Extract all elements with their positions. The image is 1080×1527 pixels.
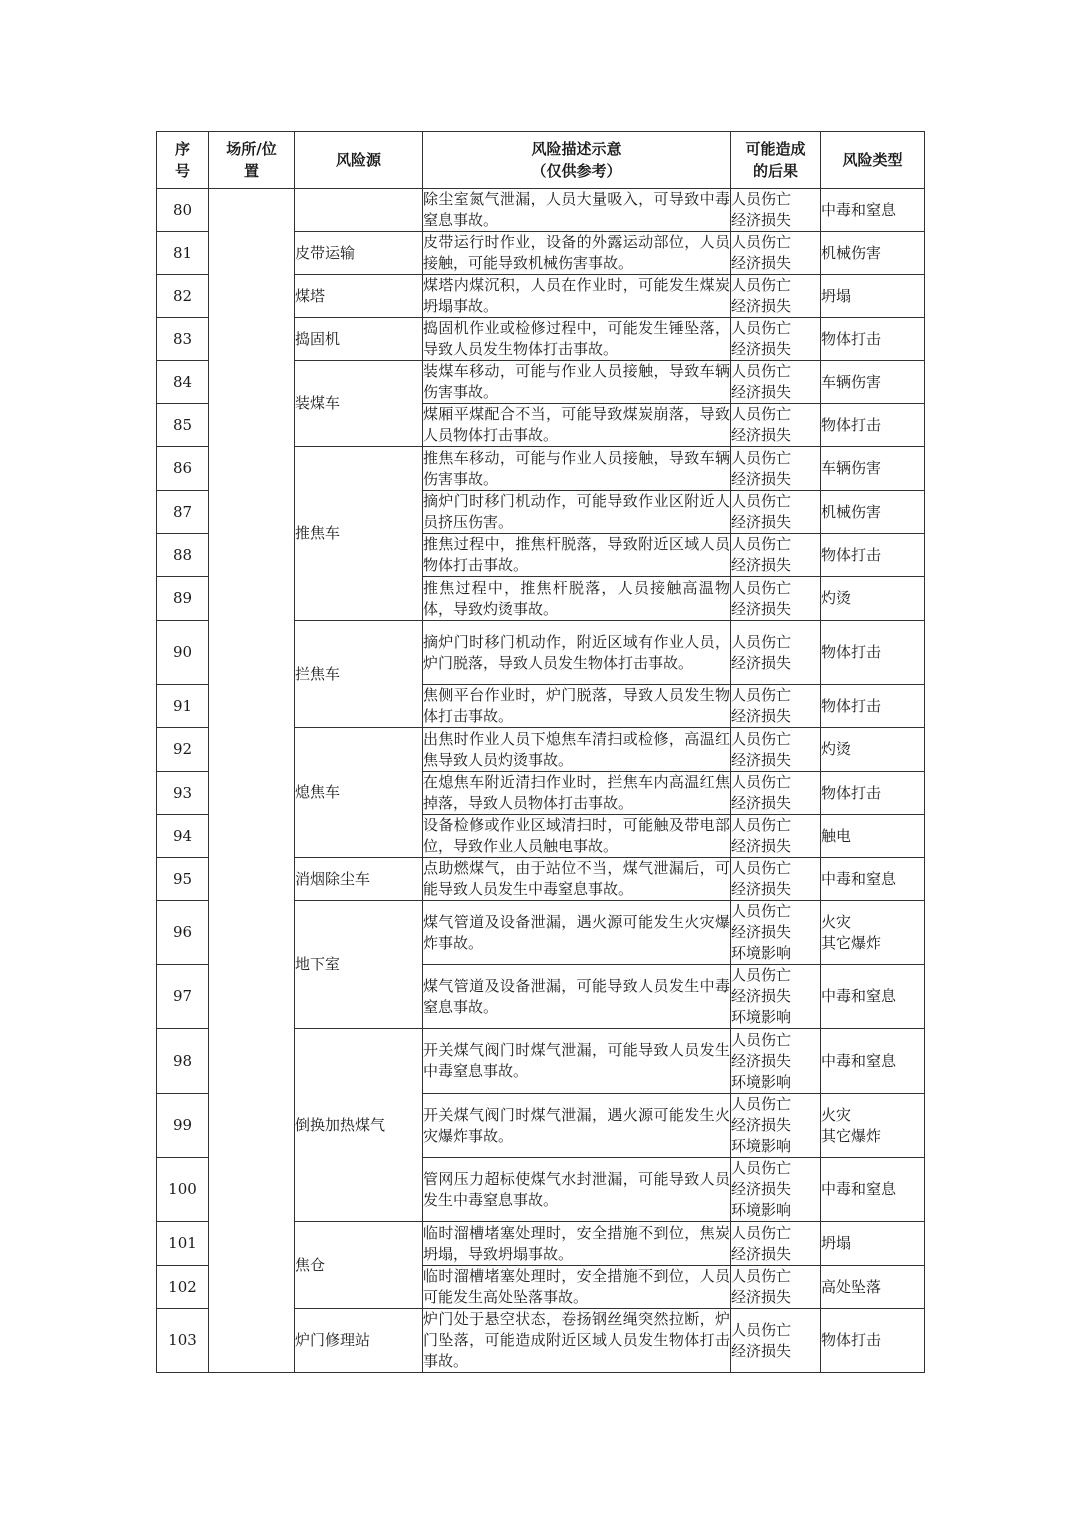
row-number: 92	[157, 728, 209, 772]
risk-description: 煤塔内煤沉积，人员在作业时，可能发生煤炭坍塌事故。	[423, 275, 731, 318]
row-number: 98	[157, 1029, 209, 1094]
consequence: 人员伤亡 经济损失	[731, 621, 821, 685]
risk-description: 开关煤气阀门时煤气泄漏，遇火源可能发生火灾爆炸事故。	[423, 1094, 731, 1158]
row-number: 83	[157, 318, 209, 361]
row-number: 93	[157, 772, 209, 815]
risk-description: 炉门处于悬空状态，卷扬钢丝绳突然拉断，炉门坠落，可能造成附近区域人员发生物体打击事故。	[423, 1309, 731, 1373]
consequence: 人员伤亡 经济损失 环境影响	[731, 1094, 821, 1158]
row-number: 88	[157, 534, 209, 577]
risk-type: 物体打击	[821, 534, 925, 577]
row-number: 102	[157, 1266, 209, 1309]
risk-description: 出焦时作业人员下熄焦车清扫或检修，高温红焦导致人员灼烫事故。	[423, 728, 731, 772]
risk-type: 中毒和窒息	[821, 1158, 925, 1222]
risk-description: 推焦车移动，可能与作业人员接触，导致车辆伤害事故。	[423, 447, 731, 491]
risk-description: 点助燃煤气，由于站位不当，煤气泄漏后，可能导致人员发生中毒窒息事故。	[423, 858, 731, 901]
row-number: 95	[157, 858, 209, 901]
consequence: 人员伤亡 经济损失	[731, 447, 821, 491]
risk-source: 拦焦车	[295, 621, 423, 728]
risk-type: 中毒和窒息	[821, 965, 925, 1029]
risk-type: 车辆伤害	[821, 447, 925, 491]
risk-description: 设备检修或作业区域清扫时，可能触及带电部位，导致作业人员触电事故。	[423, 815, 731, 858]
consequence: 人员伤亡 经济损失	[731, 404, 821, 447]
risk-source: 皮带运输	[295, 232, 423, 275]
row-number: 81	[157, 232, 209, 275]
consequence: 人员伤亡 经济损失	[731, 1222, 821, 1266]
row-number: 89	[157, 577, 209, 621]
row-number: 97	[157, 965, 209, 1029]
consequence: 人员伤亡 经济损失	[731, 728, 821, 772]
risk-type: 物体打击	[821, 318, 925, 361]
risk-source	[295, 189, 423, 232]
consequence: 人员伤亡 经济损失 环境影响	[731, 901, 821, 965]
risk-type: 中毒和窒息	[821, 189, 925, 232]
consequence: 人员伤亡 经济损失	[731, 815, 821, 858]
consequence: 人员伤亡 经济损失	[731, 1266, 821, 1309]
risk-type: 机械伤害	[821, 232, 925, 275]
header-no: 序 号	[157, 132, 209, 189]
risk-source: 熄焦车	[295, 728, 423, 858]
row-number: 80	[157, 189, 209, 232]
risk-type: 高处坠落	[821, 1266, 925, 1309]
row-number: 82	[157, 275, 209, 318]
risk-source: 焦仓	[295, 1222, 423, 1309]
risk-type: 物体打击	[821, 404, 925, 447]
consequence: 人员伤亡 经济损失	[731, 858, 821, 901]
consequence: 人员伤亡 经济损失	[731, 318, 821, 361]
header-consequence: 可能造成 的后果	[731, 132, 821, 189]
consequence: 人员伤亡 经济损失	[731, 1309, 821, 1373]
risk-type: 物体打击	[821, 772, 925, 815]
risk-source: 倒换加热煤气	[295, 1029, 423, 1222]
consequence: 人员伤亡 经济损失	[731, 491, 821, 534]
risk-description: 临时溜槽堵塞处理时，安全措施不到位，焦炭坍塌，导致坍塌事故。	[423, 1222, 731, 1266]
header-row	[157, 132, 925, 189]
risk-source: 地下室	[295, 901, 423, 1029]
consequence: 人员伤亡 经济损失	[731, 275, 821, 318]
risk-source: 消烟除尘车	[295, 858, 423, 901]
consequence: 人员伤亡 经济损失	[731, 232, 821, 275]
row-number: 87	[157, 491, 209, 534]
row-number: 91	[157, 685, 209, 728]
risk-description: 除尘室氮气泄漏，人员大量吸入，可导致中毒窒息事故。	[423, 189, 731, 232]
risk-source: 推焦车	[295, 447, 423, 621]
risk-description: 捣固机作业或检修过程中，可能发生锤坠落，导致人员发生物体打击事故。	[423, 318, 731, 361]
row-number: 86	[157, 447, 209, 491]
risk-type: 灼烫	[821, 577, 925, 621]
risk-table	[156, 131, 925, 1373]
risk-source: 装煤车	[295, 361, 423, 447]
consequence: 人员伤亡 经济损失 环境影响	[731, 1158, 821, 1222]
row-number: 100	[157, 1158, 209, 1222]
row-number: 96	[157, 901, 209, 965]
risk-description: 装煤车移动，可能与作业人员接触，导致车辆伤害事故。	[423, 361, 731, 404]
table-row	[157, 189, 925, 232]
risk-type: 中毒和窒息	[821, 1029, 925, 1094]
risk-description: 临时溜槽堵塞处理时，安全措施不到位，人员可能发生高处坠落事故。	[423, 1266, 731, 1309]
consequence: 人员伤亡 经济损失 环境影响	[731, 965, 821, 1029]
risk-type: 灼烫	[821, 728, 925, 772]
risk-type: 机械伤害	[821, 491, 925, 534]
row-number: 99	[157, 1094, 209, 1158]
consequence: 人员伤亡 经济损失	[731, 772, 821, 815]
row-number: 90	[157, 621, 209, 685]
row-number: 94	[157, 815, 209, 858]
risk-source: 煤塔	[295, 275, 423, 318]
risk-type: 中毒和窒息	[821, 858, 925, 901]
consequence: 人员伤亡 经济损失	[731, 189, 821, 232]
risk-description: 煤气管道及设备泄漏，遇火源可能发生火灾爆炸事故。	[423, 901, 731, 965]
risk-description: 推焦过程中，推焦杆脱落，人员接触高温物体，导致灼烫事故。	[423, 577, 731, 621]
header-description: 风险描述示意 （仅供参考）	[423, 132, 731, 189]
risk-type: 坍塌	[821, 1222, 925, 1266]
risk-type: 物体打击	[821, 621, 925, 685]
risk-type: 车辆伤害	[821, 361, 925, 404]
header-type: 风险类型	[821, 132, 925, 189]
row-number: 84	[157, 361, 209, 404]
consequence: 人员伤亡 经济损失	[731, 685, 821, 728]
row-number: 101	[157, 1222, 209, 1266]
risk-source: 炉门修理站	[295, 1309, 423, 1373]
risk-type: 触电	[821, 815, 925, 858]
risk-description: 摘炉门时移门机动作，附近区域有作业人员，炉门脱落，导致人员发生物体打击事故。	[423, 621, 731, 685]
location-cell	[209, 189, 295, 1373]
risk-source: 捣固机	[295, 318, 423, 361]
risk-description: 摘炉门时移门机动作，可能导致作业区附近人员挤压伤害。	[423, 491, 731, 534]
consequence: 人员伤亡 经济损失	[731, 361, 821, 404]
consequence: 人员伤亡 经济损失	[731, 534, 821, 577]
risk-description: 焦侧平台作业时，炉门脱落，导致人员发生物体打击事故。	[423, 685, 731, 728]
risk-type: 物体打击	[821, 1309, 925, 1373]
header-location: 场所/位 置	[209, 132, 295, 189]
risk-description: 皮带运行时作业，设备的外露运动部位，人员接触，可能导致机械伤害事故。	[423, 232, 731, 275]
risk-type: 物体打击	[821, 685, 925, 728]
consequence: 人员伤亡 经济损失	[731, 577, 821, 621]
consequence: 人员伤亡 经济损失 环境影响	[731, 1029, 821, 1094]
header-source: 风险源	[295, 132, 423, 189]
risk-description: 开关煤气阀门时煤气泄漏，可能导致人员发生中毒窒息事故。	[423, 1029, 731, 1094]
risk-type: 火灾 其它爆炸	[821, 1094, 925, 1158]
risk-type: 坍塌	[821, 275, 925, 318]
risk-description: 在熄焦车附近清扫作业时，拦焦车内高温红焦掉落，导致人员物体打击事故。	[423, 772, 731, 815]
risk-description: 煤气管道及设备泄漏，可能导致人员发生中毒窒息事故。	[423, 965, 731, 1029]
row-number: 103	[157, 1309, 209, 1373]
risk-type: 火灾 其它爆炸	[821, 901, 925, 965]
risk-description: 煤厢平煤配合不当，可能导致煤炭崩落，导致人员物体打击事故。	[423, 404, 731, 447]
risk-description: 管网压力超标使煤气水封泄漏，可能导致人员发生中毒窒息事故。	[423, 1158, 731, 1222]
risk-description: 推焦过程中，推焦杆脱落，导致附近区域人员物体打击事故。	[423, 534, 731, 577]
row-number: 85	[157, 404, 209, 447]
